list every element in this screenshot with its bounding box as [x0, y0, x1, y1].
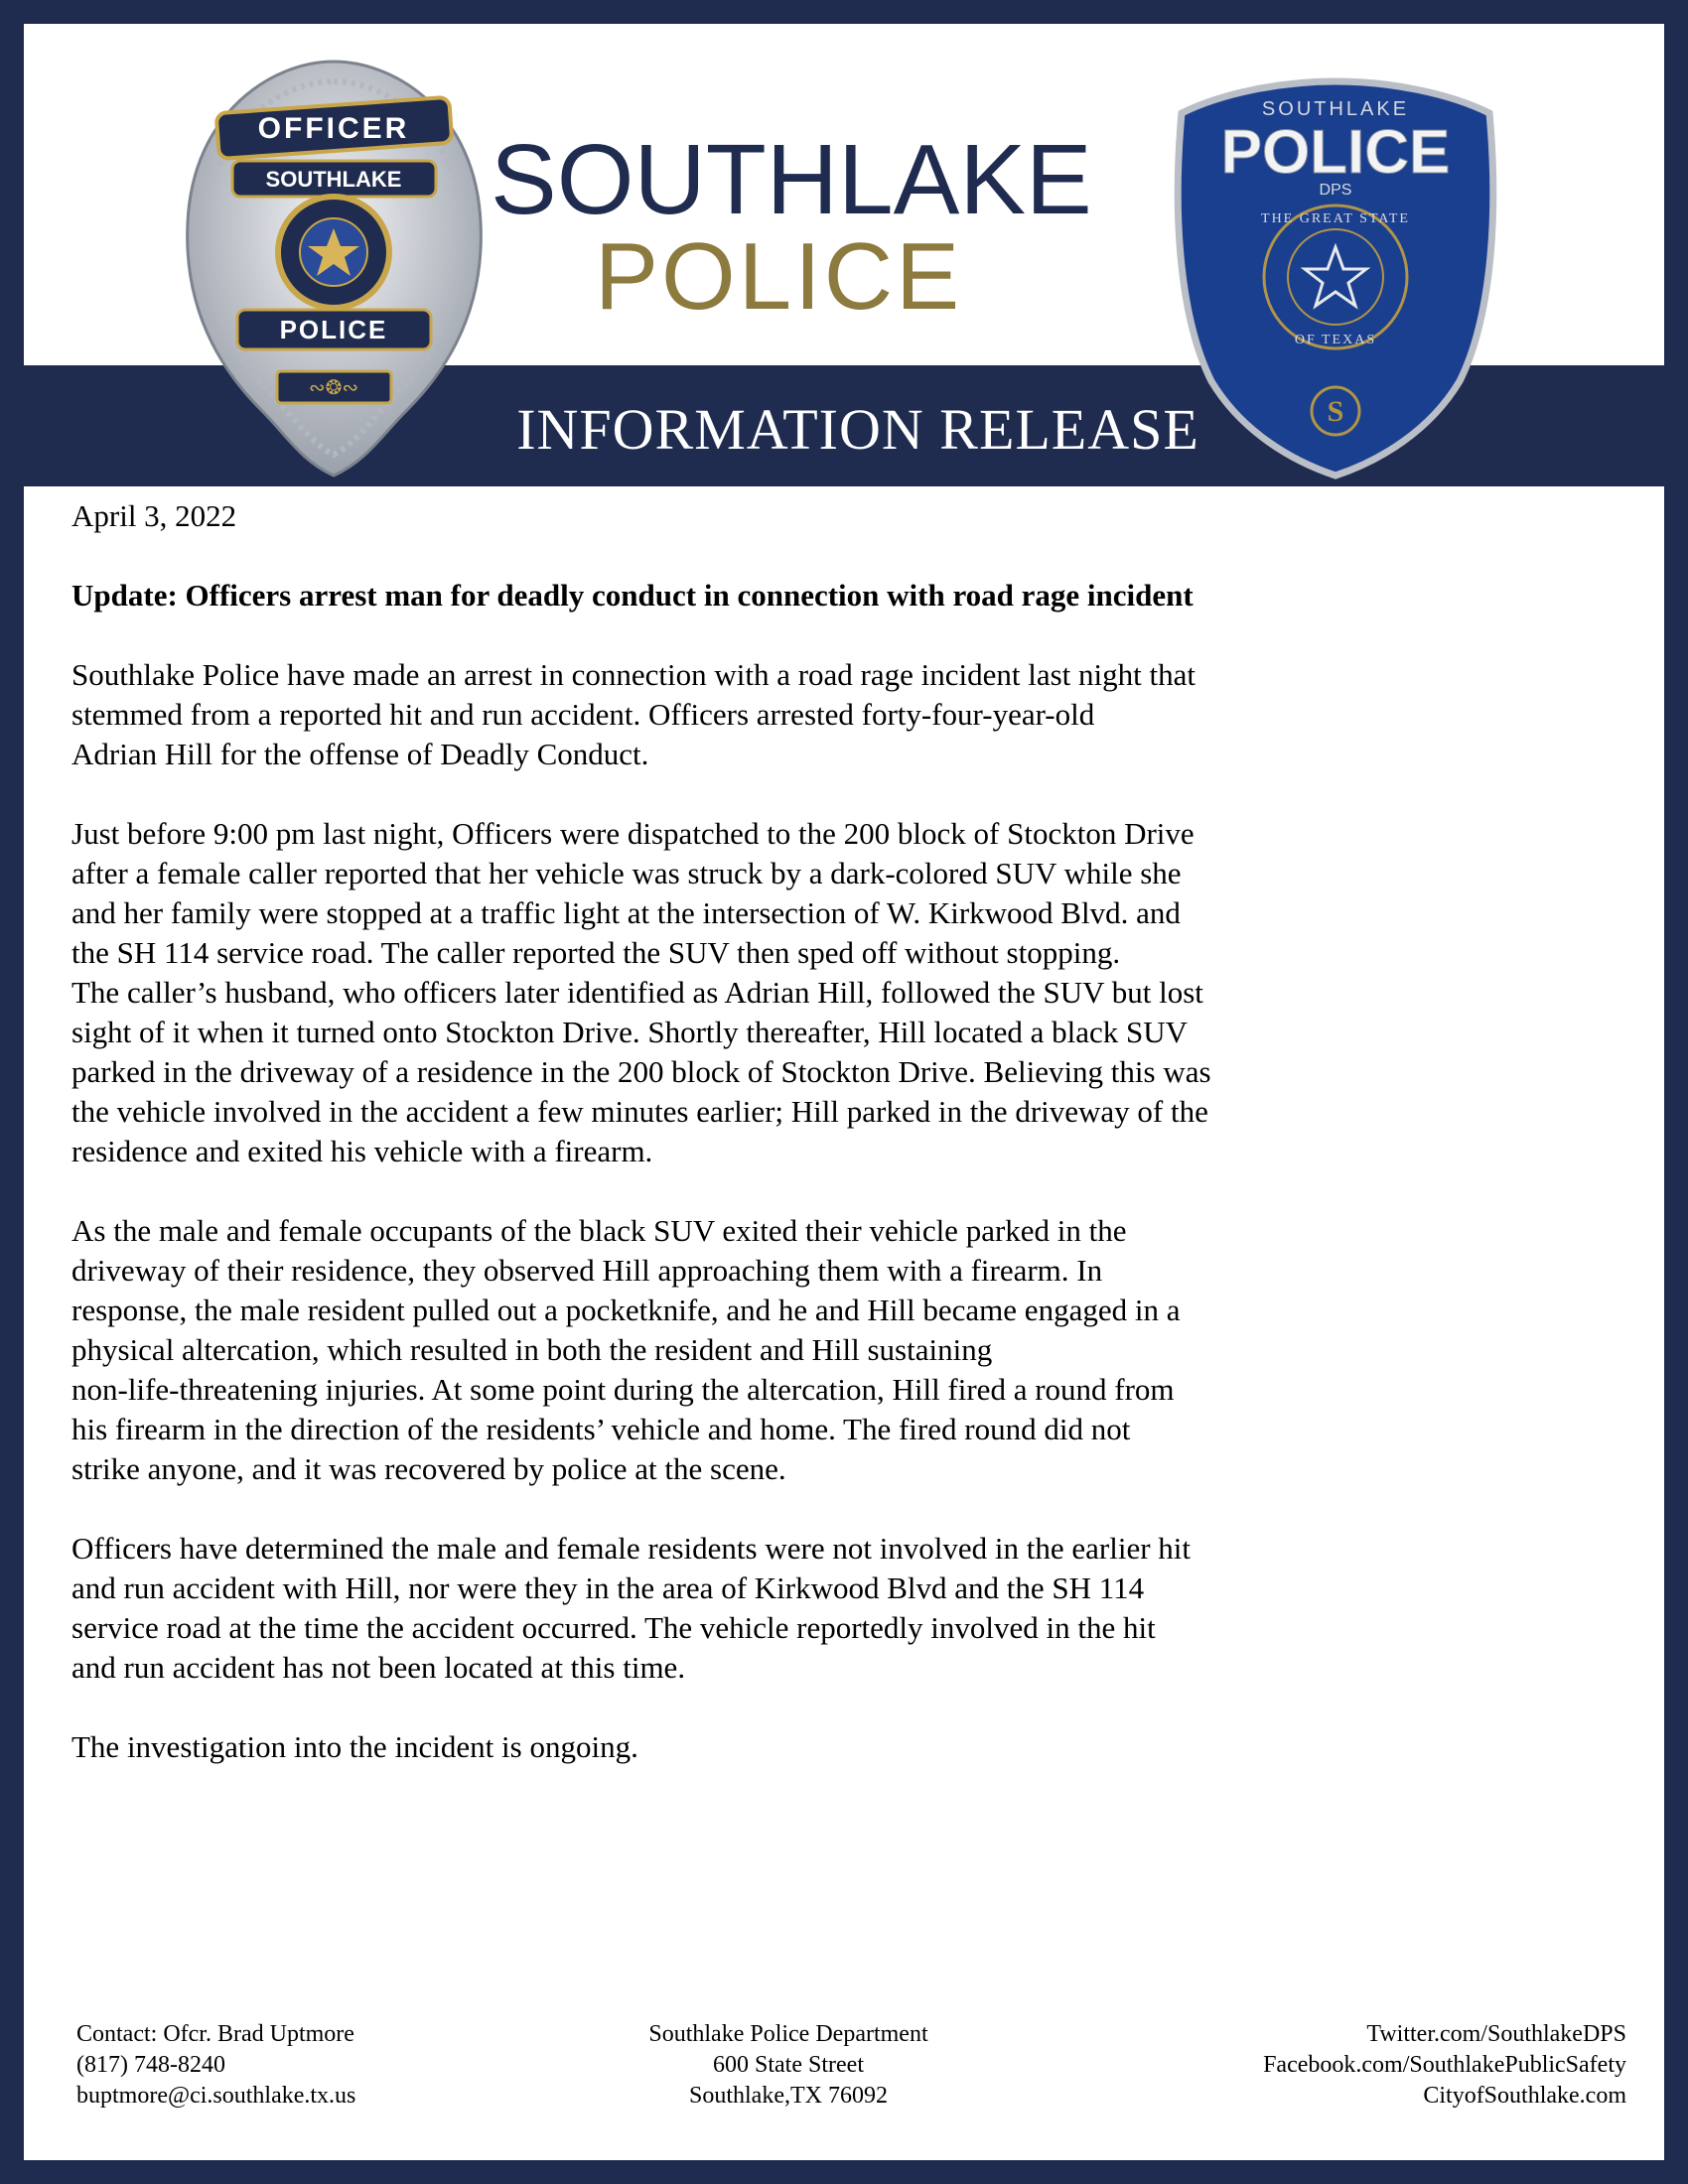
release-date: April 3, 2022 [71, 498, 237, 533]
para-line: and her family were stopped at a traffic light at the intersection of W. Kirkwood Blvd. and [71, 895, 1181, 930]
release-headline: Update: Officers arrest man for deadly conduct in connection with road rage incident [71, 578, 1194, 613]
para-line: parked in the driveway of a residence in the 200 block of Stockton Drive. Believing this was [71, 1054, 1211, 1089]
para-line: As the male and female occupants of the black SUV exited their vehicle parked in the [71, 1213, 1127, 1248]
para-line: Officers have determined the male and female residents were not involved in the earlier hit [71, 1531, 1192, 1566]
contact-email[interactable]: buptmore@ci.southlake.tx.us [76, 2083, 356, 2109]
officer-badge-icon [178, 54, 491, 480]
para-line: stemmed from a reported hit and run accident. Officers arrested forty-four-year-old [71, 697, 1095, 732]
para-line: Adrian Hill for the offense of Deadly Conduct. [71, 737, 649, 771]
para-line: The caller’s husband, who officers later identified as Adrian Hill, followed the SUV but lost [71, 975, 1203, 1010]
para-line: strike anyone, and it was recovered by police at the scene. [71, 1451, 786, 1486]
paragraph-5 [71, 1727, 1620, 1767]
address-block [580, 2019, 997, 2112]
para-line: Just before 9:00 pm last night, Officers were dispatched to the 200 block of Stockton Drive [71, 816, 1195, 851]
para-line: non-life-threatening injuries. At some point during the altercation, Hill fired a round from [71, 1372, 1175, 1407]
para-line: response, the male resident pulled out a pocketknife, and he and Hill became engaged in a [71, 1293, 1181, 1327]
contact-block [76, 2019, 355, 2112]
para-line: the SH 114 service road. The caller reported the SUV then sped off without stopping. [71, 935, 1121, 970]
twitter-link[interactable]: Twitter.com/SouthlakeDPS [1366, 2021, 1626, 2047]
address-city: Southlake,TX 76092 [689, 2083, 888, 2109]
para-line: his firearm in the direction of the residents’ vehicle and home. The fired round did not [71, 1412, 1131, 1446]
para-line: service road at the time the accident occurred. The vehicle reportedly involved in the hit [71, 1610, 1156, 1645]
address-org: Southlake Police Department [648, 2021, 928, 2047]
para-line: driveway of their residence, they observed Hill approaching them with a firearm. In [71, 1253, 1103, 1288]
badge-mid-ribbon-text: SOUTHLAKE [265, 167, 402, 192]
badge-bottom-ribbon-text: POLICE [279, 315, 388, 344]
social-block [1263, 2019, 1626, 2112]
para-line: residence and exited his vehicle with a firearm. [71, 1134, 653, 1168]
para-line: and run accident has not been located at this time. [71, 1650, 686, 1685]
para-line: physical altercation, which resulted in both the resident and Hill sustaining [71, 1332, 993, 1367]
para-line: The investigation into the incident is ongoing. [71, 1729, 638, 1764]
contact-name: Contact: Ofcr. Brad Uptmore [76, 2021, 354, 2047]
shield-dps-text: DPS [1319, 182, 1352, 199]
para-line: Southlake Police have made an arrest in connection with a road rage incident last night that [71, 657, 1196, 692]
paragraph-1 [71, 655, 1620, 774]
para-line: sight of it when it turned onto Stockton Drive. Shortly thereafter, Hill located a black SUV [71, 1015, 1188, 1049]
shield-s-letter: S [1327, 395, 1344, 428]
shield-police-word: POLICE [1220, 118, 1451, 187]
press-release-page [24, 24, 1664, 2160]
badge-top-ribbon-text: OFFICER [257, 112, 410, 145]
contact-phone: (817) 748-8240 [76, 2052, 225, 2078]
shield-arc-text: SOUTHLAKE [1261, 98, 1410, 120]
agency-title-line1: SOUTHLAKE [491, 124, 1092, 235]
police-shield-icon [1162, 73, 1509, 480]
website-link[interactable]: CityofSouthlake.com [1423, 2083, 1626, 2109]
facebook-link[interactable]: Facebook.com/SouthlakePublicSafety [1263, 2052, 1626, 2078]
agency-title-line2: POLICE [595, 223, 963, 330]
address-street: 600 State Street [713, 2052, 864, 2078]
paragraph-3 [71, 1211, 1620, 1489]
para-line: the vehicle involved in the accident a few minutes earlier; Hill parked in the driveway of the [71, 1094, 1208, 1129]
release-body [71, 496, 1620, 1807]
para-line: and run accident with Hill, nor were they in the area of Kirkwood Blvd and the SH 114 [71, 1570, 1145, 1605]
paragraph-2 [71, 814, 1620, 1171]
shield-seal-bottom-text: OF TEXAS [1294, 333, 1377, 347]
paragraph-4 [71, 1529, 1620, 1688]
information-release-banner: INFORMATION RELEASE [516, 397, 1199, 462]
shield-seal-top-text: THE GREAT STATE [1261, 211, 1410, 226]
para-line: after a female caller reported that her vehicle was struck by a dark-colored SUV while she [71, 856, 1182, 890]
svg-text:∾❂∾: ∾❂∾ [308, 377, 359, 399]
